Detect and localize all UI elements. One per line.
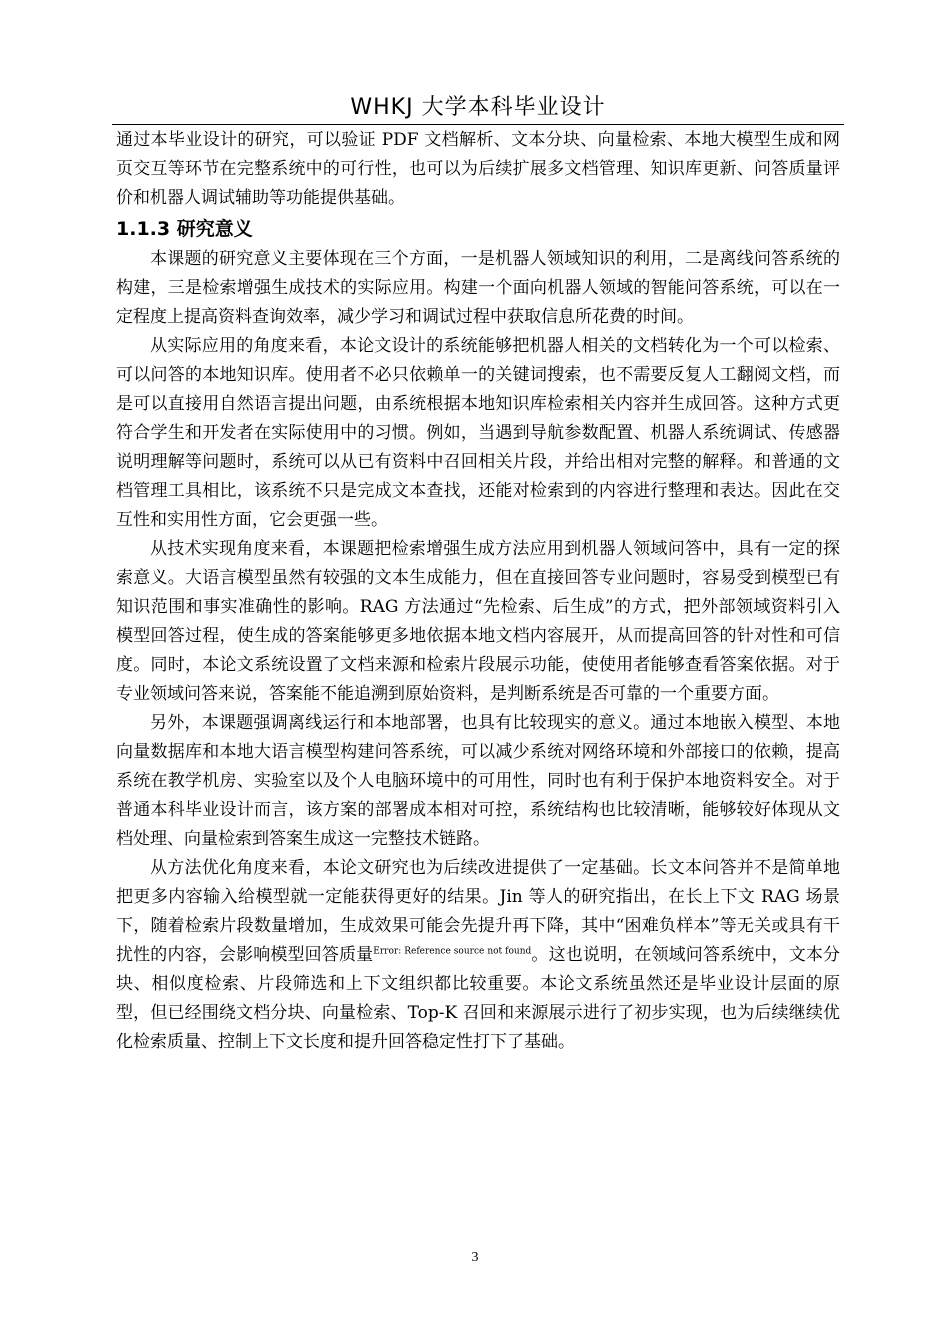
paragraph-5-text-after: 。这也说明，在领域问答系统中，文本分块、相似度检索、片段筛选和上下文组织都比较重要。本论文系统虽然还是毕业设计层面的原型，但已经围绕文档分块、向量检索、Top-K 召回和来源展示进行了初步实现，也为后续继续优化检索质量、控制上下文长度和提升回答稳定性打下了基础。 — [116, 945, 841, 1052]
body-paragraph-3: 从技术实现角度来看，本课题把检索增强生成方法应用到机器人领域问答中，具有一定的探索意义。大语言模型虽然有较强的文本生成能力，但在直接回答专业问题时，容易受到模型已有知识范围和事实准确性的影响。RAG 方法通过“先检索、后生成”的方式，把外部领域资料引入模型回答过程，使生成的答案能够更多地依据本地文档内容展开，从而提高回答的针对性和可信度。同时，本论文系统设置了文档来源和检索片段展示功能，使使用者能够查看答案依据。对于专业领域问答来说，答案能不能追溯到原始资料，是判断系统是否可靠的一个重要方面。 — [116, 539, 840, 704]
section-heading: 1.1.3 研究意义 — [116, 218, 253, 240]
reference-error-marker: Error: Reference source not found — [373, 946, 532, 957]
page-number: 3 — [471, 1250, 479, 1265]
header-divider — [112, 124, 844, 125]
body-paragraph-2: 从实际应用的角度来看，本论文设计的系统能够把机器人相关的文档转化为一个可以检索、可以问答的本地知识库。使用者不必只依赖单一的关键词搜索，也不需要反复人工翻阅文档，而是可以直接用自然语言提出问题，由系统根据本地知识库检索相关内容并生成回答。这种方式更符合学生和开发者在实际使用中的习惯。例如，当遇到导航参数配置、机器人系统调试、传感器说明理解等问题时，系统可以从已有资料中召回相关片段，并给出相对完整的解释。和普通的文档管理工具相比，该系统不只是完成文本查找，还能对检索到的内容进行整理和表达。因此在交互性和实用性方面，它会更强一些。 — [116, 336, 840, 530]
body-paragraph-1: 本课题的研究意义主要体现在三个方面，一是机器人领域知识的利用，二是离线问答系统的构建，三是检索增强生成技术的实际应用。构建一个面向机器人领域的智能问答系统，可以在一定程度上提高资料查询效率，减少学习和调试过程中获取信息所花费的时间。 — [116, 249, 840, 327]
body-paragraph-4: 另外，本课题强调离线运行和本地部署，也具有比较现实的意义。通过本地嵌入模型、本地向量数据库和本地大语言模型构建问答系统，可以减少系统对网络环境和外部接口的依赖，提高系统在教学机房、实验室以及个人电脑环境中的可用性，同时也有利于保护本地资料安全。对于普通本科毕业设计而言，该方案的部署成本相对可控，系统结构也比较清晰，能够较好体现从文档处理、向量检索到答案生成这一完整技术链路。 — [116, 713, 840, 849]
body-paragraph-5 — [116, 854, 840, 1057]
page-header-title: WHKJ 大学本科毕业设计 — [350, 95, 606, 120]
intro-paragraph: 通过本毕业设计的研究，可以验证 PDF 文档解析、文本分块、向量检索、本地大模型生成和网页交互等环节在完整系统中的可行性，也可以为后续扩展多文档管理、知识库更新、问答质量评价和机器人调试辅助等功能提供基础。 — [116, 130, 840, 208]
page-body — [116, 126, 840, 1057]
paragraph-5-text-before: 从方法优化角度来看，本论文研究也为后续改进提供了一定基础。长文本问答并不是简单地把更多内容输入给模型就一定能获得更好的结果。Jin 等人的研究指出，在长上下文 RAG 场景下，随着检索片段数量增加，生成效果可能会先提升再下降，其中“困难负样本”等无关或具有干扰性的内容，会影响模型回答质量 — [116, 858, 840, 965]
